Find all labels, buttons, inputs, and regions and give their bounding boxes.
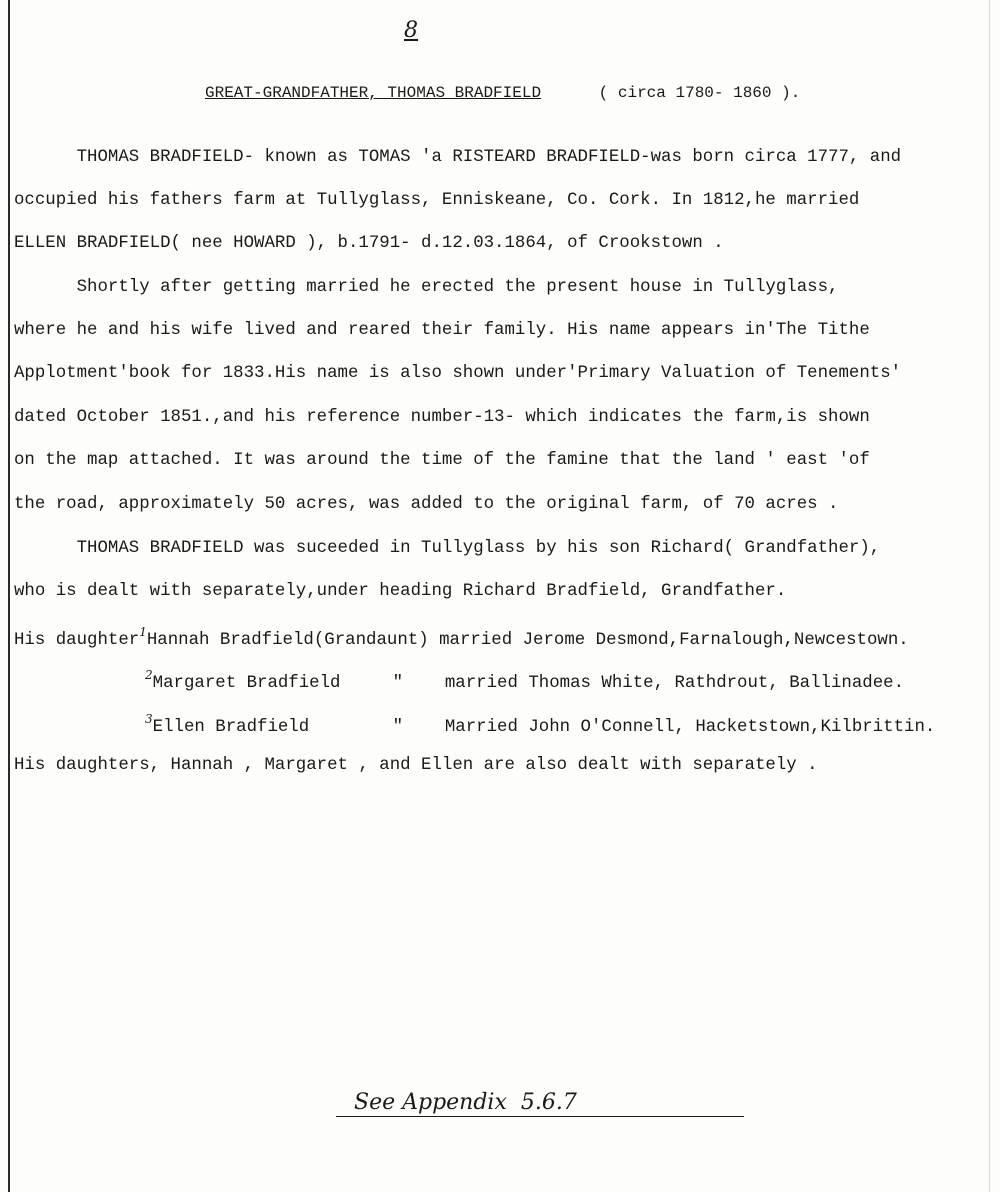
page-number: 8 [404,18,418,43]
body-line: dated October 1851.,and his reference number-13- which indicates the farm,is shown [14,408,870,427]
body-line: who is dealt with separately,under heading Richard Bradfield, Grandfather. [14,582,787,601]
body-line: THOMAS BRADFIELD- known as TOMAS 'a RISTEARD BRADFIELD-was born circa 1777, and [14,148,902,167]
body-line: where he and his wife lived and reared their family. His name appears in'The Tithe [14,321,870,340]
margin-mark [970,110,986,280]
daughter-line [145,712,935,737]
closing-line: His daughters, Hannah , Margaret , and Ellen are also dealt with separately . [14,756,818,775]
body-line: Shortly after getting married he erected the present house in Tullyglass, [14,278,839,297]
daughter-text: Ellen Bradfield " Married John O'Connell, Hacketstown,Kilbrittin. [152,718,936,737]
page-left-edge [8,0,10,1192]
title-main: GREAT-GRANDFATHER, THOMAS BRADFIELD [205,84,542,102]
body-line: occupied his fathers farm at Tullyglass, Enniskeane, Co. Cork. In 1812,he married [14,191,860,210]
body-line: ELLEN BRADFIELD( nee HOWARD ), b.1791- d.12.03.1864, of Crookstown . [14,234,724,253]
daughter-number: 2 [145,668,153,682]
daughter-line [145,668,904,693]
daughter-number: 1 [139,625,147,639]
body-line: the road, approximately 50 acres, was added to the original farm, of 70 acres . [14,495,839,514]
daughter-number: 3 [145,712,153,726]
daughter-prefix: His daughter [14,631,140,650]
title-dates: ( circa 1780- 1860 ). [598,84,801,102]
body-line: THOMAS BRADFIELD was suceeded in Tullyglass by his son Richard( Grandfather), [14,539,881,558]
body-line: on the map attached. It was around the time of the famine that the land ' east 'of [14,451,870,470]
daughter-text: Margaret Bradfield " married Thomas White, Rathdrout, Ballinadee. [152,674,905,693]
appendix-note: See Appendix 5.6.7 [336,1090,744,1117]
page-title [205,84,800,102]
body-line: Applotment'book for 1833.His name is also shown under'Primary Valuation of Tenements' [14,364,902,383]
daughter-line [14,625,909,650]
page-right-edge [989,0,990,1192]
daughter-text: Hannah Bradfield(Grandaunt) married Jerome Desmond,Farnalough,Newcestown. [146,631,909,650]
